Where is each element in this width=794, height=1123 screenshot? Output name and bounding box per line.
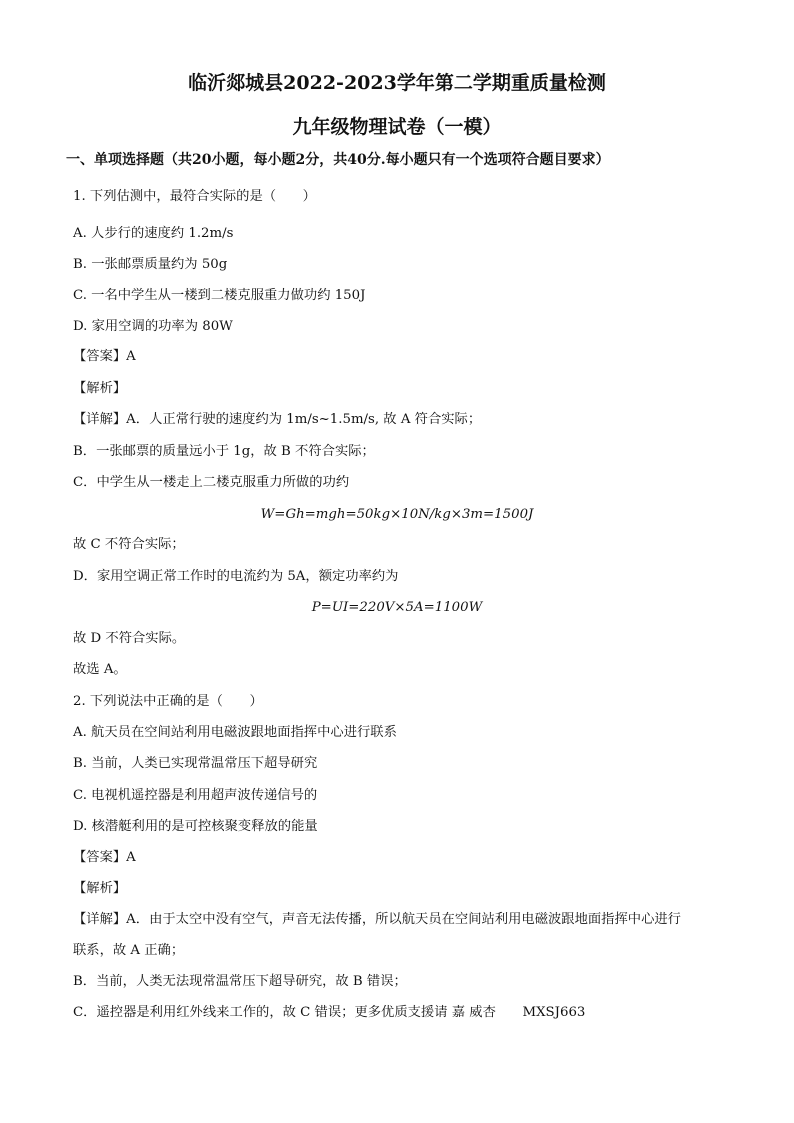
question-1-detail-line: 故 C 不符合实际； <box>73 537 185 552</box>
question-2-answer: 【答案】A <box>73 850 136 865</box>
question-1-detail-line: D．家用空调正常工作时的电流约为 5A，额定功率约为 <box>73 569 399 584</box>
question-1-option-c: C. 一名中学生从一楼到二楼克服重力做功约 150J <box>73 288 366 303</box>
question-1-detail-line: C．中学生从一楼走上二楼克服重力所做的功约 <box>73 475 350 490</box>
question-1-detail-line: B．一张邮票的质量远小于 1g，故 B 不符合实际； <box>73 444 375 459</box>
question-1-option-a: A. 人步行的速度约 1.2m/s <box>73 226 234 241</box>
question-2-detail-line: C．遥控器是利用红外线来工作的，故 C 错误；更多优质支援请 嘉 威杏 MXSJ663 <box>73 1005 586 1020</box>
question-2-option-b: B. 当前，人类已实现常温常压下超导研究 <box>73 756 318 771</box>
question-1-stem: 1. 下列估测中，最符合实际的是（ ） <box>73 189 316 204</box>
question-2-detail-line: 联系，故 A 正确； <box>73 943 185 958</box>
question-2-option-a: A. 航天员在空间站利用电磁波跟地面指挥中心进行联系 <box>73 725 397 740</box>
work-formula: W=Gh=mgh=50kg×10N/kg×3m=1500J <box>260 507 534 522</box>
question-1-answer: 【答案】A <box>73 349 136 364</box>
section-heading: 一、单项选择题（共20小题，每小题2分，共40分.每小题只有一个选项符合题目要求） <box>66 152 610 168</box>
question-1-analysis-label: 【解析】 <box>73 381 127 396</box>
question-1-detail-line: 故选 A。 <box>73 662 127 677</box>
question-1-detail-line: 故 D 不符合实际。 <box>73 631 186 646</box>
question-2-option-d: D. 核潜艇利用的是可控核聚变释放的能量 <box>73 819 318 834</box>
question-1-detail-line: 【详解】A．人正常行驶的速度约为 1m/s~1.5m/s, 故 A 符合实际； <box>73 412 482 427</box>
question-2-option-c: C. 电视机遥控器是利用超声波传递信号的 <box>73 788 318 803</box>
power-formula: P=UI=220V×5A=1100W <box>311 600 483 615</box>
question-2-stem: 2. 下列说法中正确的是（ ） <box>73 694 263 709</box>
question-2-detail-line: 【详解】A．由于太空中没有空气，声音无法传播，所以航天员在空间站利用电磁波跟地面指挥中心进行 <box>73 912 681 927</box>
question-1-option-b: B. 一张邮票质量约为 50g <box>73 257 228 272</box>
question-1-option-d: D. 家用空调的功率为 80W <box>73 319 233 334</box>
page-subtitle: 九年级物理试卷（一模） <box>292 116 502 138</box>
question-2-analysis-label: 【解析】 <box>73 881 127 896</box>
page-title: 临沂郯城县2022-2023学年第二学期重质量检测 <box>188 72 606 94</box>
question-2-detail-line: B．当前，人类无法现常温常压下超导研究，故 B 错误； <box>73 974 407 989</box>
